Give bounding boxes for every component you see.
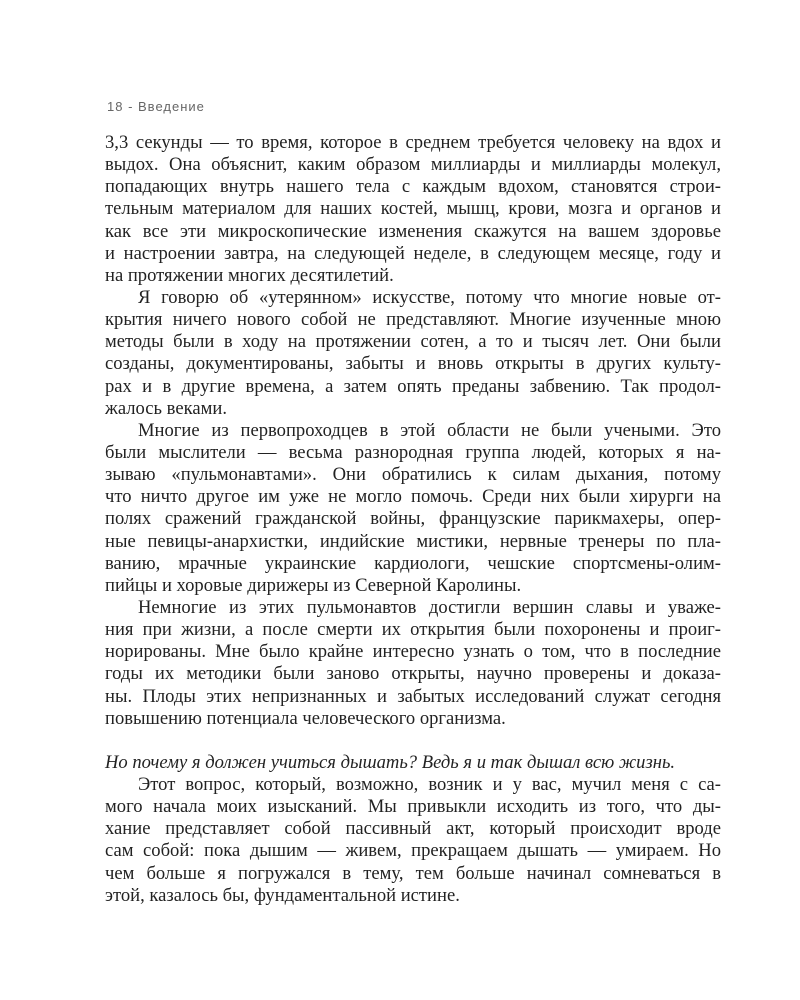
text-line: мого начала моих изысканий. Мы привыкли исходить из того, что ды-: [105, 796, 721, 818]
section-spacer: [105, 730, 721, 752]
text-line: ны. Плоды этих непризнанных и забытых исследований служат сегодня: [105, 685, 721, 707]
text-line: Немногие из этих пульмонавтов достигли вершин славы и уваже-: [138, 596, 721, 618]
paragraph-lost-art: [105, 287, 721, 420]
text-line: выдох. Она объяснит, каким образом миллиарды и миллиарды молекул,: [105, 154, 721, 176]
text-line: попадающих внутрь нашего тела с каждым вдохом, становятся строи-: [105, 176, 721, 198]
text-line: этой, казалось бы, фундаментальной истине.: [105, 884, 460, 906]
text-line: что ничто другое им уже не могло помочь. Среди них были хирурги на: [105, 486, 721, 508]
text-line: на протяжении многих десятилетий.: [105, 264, 394, 286]
paragraph-pulmonauts: [105, 420, 721, 597]
text-line: методы были в ходу на протяжении сотен, а то и тысяч лет. Они были: [105, 331, 721, 353]
text-line: тельным материалом для наших костей, мышц, крови, мозга и органов и: [105, 198, 721, 220]
text-line: 3,3 секунды — то время, которое в среднем требуется человеку на вдох и: [105, 132, 721, 153]
text-line: ванию, мрачные украинские кардиологи, чешские спортсмены-олим-: [105, 552, 721, 574]
text-line: как все эти микроскопические изменения скажутся на вашем здоровье: [105, 220, 721, 242]
text-line: повышению потенциала человеческого организма.: [105, 707, 506, 729]
text-line: пийцы и хоровые дирижеры из Северной Каролины.: [105, 574, 522, 596]
text-line: и настроении завтра, на следующей неделе, в следующем месяце, году и: [105, 242, 721, 264]
text-line: чем больше я погружался в тему, тем больше начинал сомневаться в: [105, 862, 721, 884]
paragraph-passive-act: [105, 774, 721, 907]
body-text: [105, 132, 721, 907]
text-line: зываю «пульмонавтами». Они обратились к силам дыхания, потому: [105, 464, 721, 486]
text-line: жалось веками.: [105, 397, 227, 419]
text-line: Многие из первопроходцев в этой области не были учеными. Это: [138, 419, 721, 441]
text-line: крытия ничего нового собой не представляют. Многие изученные мною: [105, 309, 721, 331]
text-line: сам собой: пока дышим — живем, прекращаем дышать — умираем. Но: [105, 840, 721, 862]
text-line: были мыслители — весьма разнородная группа людей, которых я на-: [105, 441, 721, 463]
text-line: ные певицы-анархистки, индийские мистики, нервные тренеры по пла-: [105, 530, 721, 552]
text-line: норированы. Мне было крайне интересно узнать о том, что в последние: [105, 641, 721, 663]
text-line: годы их методики были заново открыты, научно проверены и доказа-: [105, 663, 721, 685]
text-line: ния при жизни, а после смерти их открытия были похоронены и проиг-: [105, 619, 721, 641]
text-line: Я говорю об «утерянном» искусстве, потому что многие новые от-: [138, 286, 721, 308]
running-header: 18 - Введение: [107, 99, 205, 114]
text-line: Этот вопрос, который, возможно, возник и у вас, мучил меня с са-: [138, 773, 721, 795]
paragraph-breath-molecules: [105, 132, 721, 287]
text-line: Но почему я должен учиться дышать? Ведь я и так дышал всю жизнь.: [105, 751, 676, 773]
text-line: полях сражений гражданской войны, французские парикмахеры, опер-: [105, 508, 721, 530]
text-line: созданы, документированы, забыты и вновь открыты в других культу-: [105, 353, 721, 375]
text-line: рах и в другие времена, а затем опять преданы забвению. Так продол-: [105, 375, 721, 397]
paragraph-forgotten-research: [105, 597, 721, 730]
text-line: хание представляет собой пассивный акт, который происходит вроде: [105, 818, 721, 840]
italic-question: [105, 752, 721, 774]
